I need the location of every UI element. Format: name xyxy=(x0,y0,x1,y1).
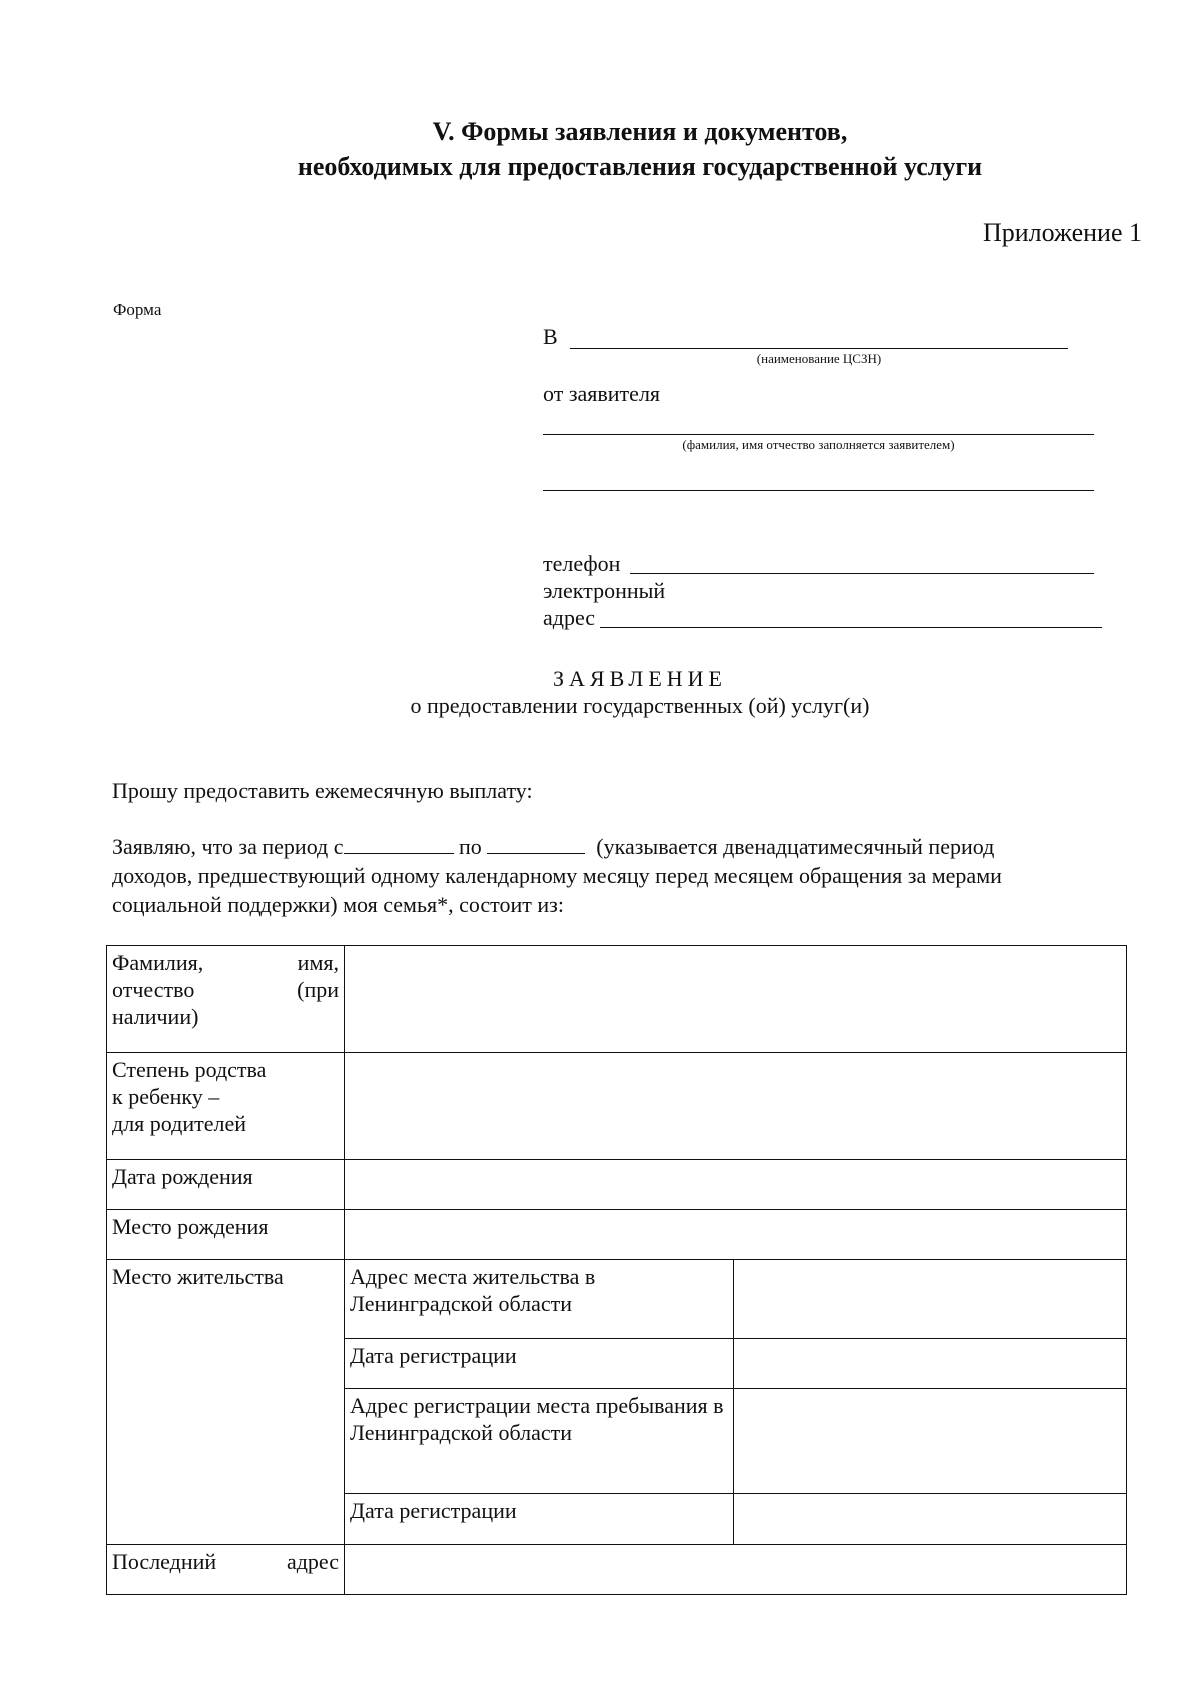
email-label-1: электронный xyxy=(543,578,666,603)
table-row-last-address xyxy=(107,1544,1127,1594)
kinship-label-line2: к ребенку – xyxy=(112,1083,220,1109)
table-row-birth-place xyxy=(107,1210,1127,1260)
phone-field-line[interactable] xyxy=(630,553,1094,574)
period-end-field[interactable] xyxy=(487,835,585,854)
fio-label-line3: наличии) xyxy=(112,1004,199,1029)
email-label-2: адрес xyxy=(543,605,596,630)
fio-label-line2: отчество (при xyxy=(112,977,339,1002)
last-address-label-line: Последний адрес xyxy=(112,1548,339,1574)
residence-address-value-cell[interactable] xyxy=(734,1260,1127,1339)
last-address-value-cell[interactable] xyxy=(345,1544,1127,1594)
declaration-line3: социальной поддержки) моя семья*, состоит из: xyxy=(112,892,564,917)
kinship-label-cell xyxy=(107,1052,345,1159)
stay-reg-date-label: Дата регистрации xyxy=(345,1494,734,1544)
kinship-label-line3: для родителей xyxy=(112,1110,247,1136)
fio-label-line1: Фамилия, имя, xyxy=(112,950,339,975)
declaration-from-text: Заявляю, что за период с xyxy=(112,834,344,859)
request-text: Прошу предоставить ежемесячную выплату: xyxy=(112,778,533,803)
stay-address-label: Адрес регистрации места пребывания в Ленинградской области xyxy=(345,1389,734,1494)
declaration-to-text: по xyxy=(459,834,482,859)
fio-value-cell[interactable] xyxy=(345,946,1127,1053)
declaration-line1 xyxy=(112,832,994,861)
family-table xyxy=(106,945,1127,1595)
to-prefix: В xyxy=(543,324,558,349)
period-start-field[interactable] xyxy=(344,835,454,854)
email-field-line[interactable] xyxy=(600,607,1102,628)
last-address-label xyxy=(107,1544,345,1594)
page-title-line1: V. Формы заявления и документов, xyxy=(432,117,848,146)
appendix-label: Приложение 1 xyxy=(982,218,1142,247)
table-row-birth-date xyxy=(107,1159,1127,1209)
declaration-note-text: (указывается двенадцатимесячный период xyxy=(596,834,995,859)
form-label: Форма xyxy=(113,300,162,319)
declaration-line2: доходов, предшествующий одному календарному месяцу перед месяцем обращения за мерами xyxy=(112,863,1002,888)
from-field-line-1[interactable] xyxy=(543,414,1094,435)
statement-title: ЗАЯВЛЕНИЕ xyxy=(553,666,727,691)
statement-subtitle: о предоставлении государственных (ой) услуг(и) xyxy=(410,693,870,718)
residence-address-label: Адрес места жительства в Ленинградской области xyxy=(345,1260,734,1339)
table-row-fio xyxy=(107,946,1127,1053)
residence-label: Место жительства xyxy=(107,1260,345,1544)
residence-reg-date-label: Дата регистрации xyxy=(345,1338,734,1388)
table-row-residence-address xyxy=(107,1260,1127,1339)
from-field-line-2[interactable] xyxy=(543,470,1094,491)
residence-reg-date-value-cell[interactable] xyxy=(734,1338,1127,1388)
birth-place-label: Место рождения xyxy=(107,1210,345,1260)
kinship-label-line1: Степень родства xyxy=(112,1056,267,1082)
page-title-line2: необходимых для предоставления государственной услуги xyxy=(297,152,983,181)
fio-label-cell xyxy=(107,946,345,1053)
from-caption: (фамилия, имя отчество заполняется заявителем) xyxy=(682,437,955,452)
birth-date-label: Дата рождения xyxy=(107,1159,345,1209)
table-row-kinship xyxy=(107,1052,1127,1159)
to-field-line[interactable] xyxy=(570,328,1068,349)
from-label: от заявителя xyxy=(543,381,661,406)
to-caption: (наименование ЦСЗН) xyxy=(756,351,882,366)
stay-reg-date-value-cell[interactable] xyxy=(734,1494,1127,1544)
birth-place-value-cell[interactable] xyxy=(345,1210,1127,1260)
phone-label: телефон xyxy=(543,551,621,576)
birth-date-value-cell[interactable] xyxy=(345,1159,1127,1209)
kinship-value-cell[interactable] xyxy=(345,1052,1127,1159)
stay-address-value-cell[interactable] xyxy=(734,1389,1127,1494)
